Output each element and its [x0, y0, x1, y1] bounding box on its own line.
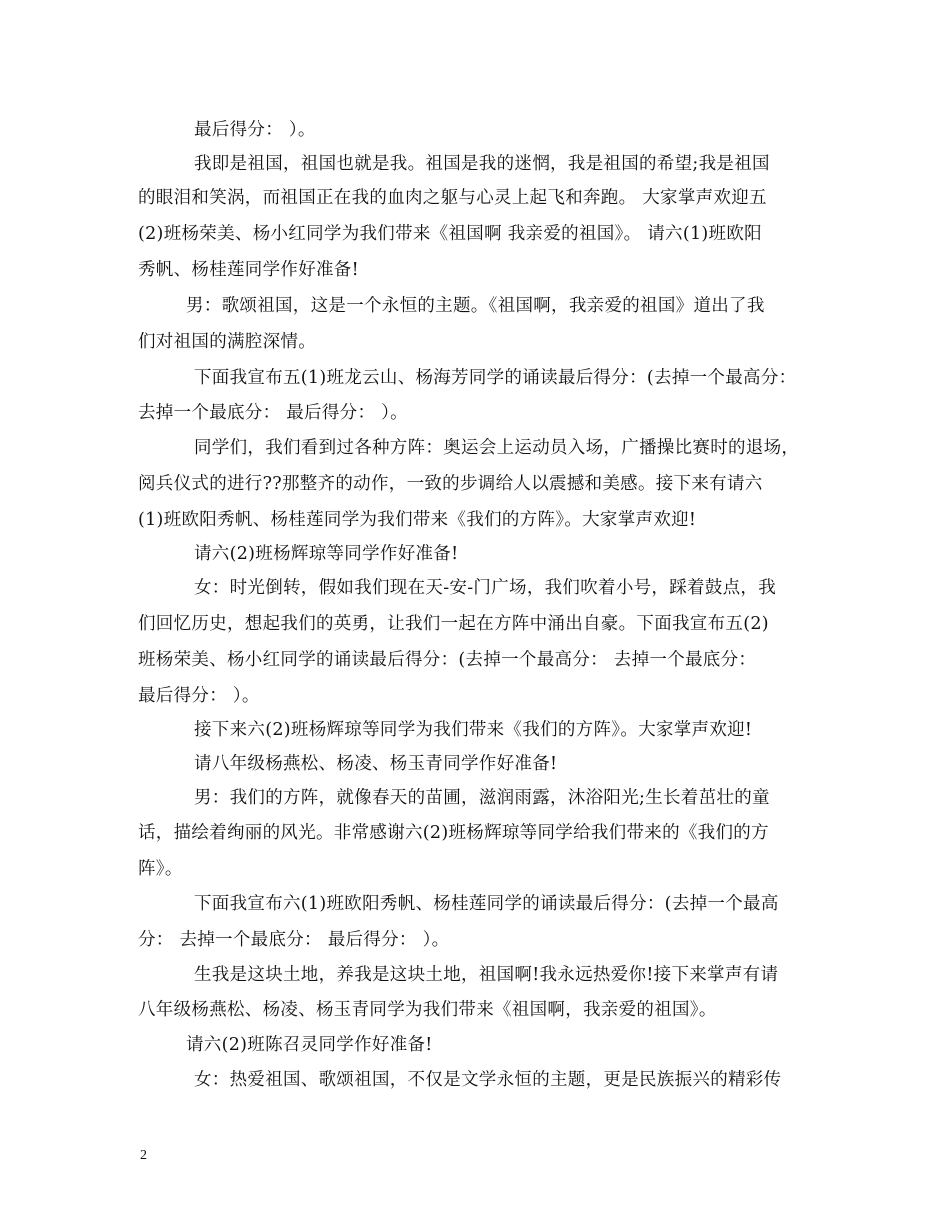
text-line: (1)班欧阳秀帆、杨桂莲同学为我们带来《我们的方阵》。大家掌声欢迎!	[138, 510, 697, 530]
text-line: 最后得分： ）。	[138, 686, 260, 706]
text-line: 请六(2)班杨辉琼等同学作好准备!	[194, 544, 459, 564]
text-line: 男：我们的方阵，就像春天的苗圃，滋润雨露，沐浴阳光;生长着茁壮的童	[194, 788, 770, 808]
text-line: 下面我宣布六(1)班欧阳秀帆、杨桂莲同学的诵读最后得分：(去掉一个最高	[194, 894, 779, 914]
text-line: 接下来六(2)班杨辉琼等同学为我们带来《我们的方阵》。大家掌声欢迎!	[194, 720, 753, 740]
text-line: 的眼泪和笑涡，而祖国正在我的血肉之躯与心灵上起飞和奔跑。 大家掌声欢迎五	[138, 188, 767, 208]
text-line: 们回忆历史，想起我们的英勇，让我们一起在方阵中涌出自豪。下面我宣布五(2)	[138, 614, 769, 634]
text-line: 同学们，我们看到过各种方阵：奥运会上运动员入场，广播操比赛时的退场，	[194, 438, 800, 458]
text-line: 秀帆、杨桂莲同学作好准备!	[138, 260, 359, 280]
text-line: 女：时光倒转，假如我们现在天-安-门广场，我们吹着小号，踩着鼓点，我	[194, 578, 777, 598]
text-line: 分： 去掉一个最底分： 最后得分： ）。	[138, 930, 450, 950]
text-line: 男：歌颂祖国，这是一个永恒的主题。《祖国啊，我亲爱的祖国》道出了我	[186, 296, 765, 316]
text-line: 阵》。	[138, 859, 183, 879]
text-line: 去掉一个最底分： 最后得分： ）。	[138, 403, 408, 423]
text-line: 话，描绘着绚丽的风光。非常感谢六(2)班杨辉琼等同学给我们带来的《我们的方	[138, 823, 769, 843]
text-line: 下面我宣布五(1)班龙云山、杨海芳同学的诵读最后得分：(去掉一个最高分：	[194, 368, 797, 388]
text-line: 八年级杨燕松、杨凌、杨玉青同学为我们带来《祖国啊，我亲爱的祖国》。	[138, 1000, 717, 1020]
text-line: 我即是祖国，祖国也就是我。祖国是我的迷惘，我是祖国的希望;我是祖国	[194, 154, 770, 174]
page-number: 2	[140, 1148, 147, 1163]
text-line: 女：热爱祖国、歌颂祖国，不仅是文学永恒的主题，更是民族振兴的精彩传	[194, 1070, 782, 1090]
text-line: 请六(2)班陈召灵同学作好准备!	[186, 1035, 433, 1055]
text-line: 生我是这块土地，养我是这块土地，祖国啊!我永远热爱你!接下来掌声有请	[194, 965, 779, 985]
text-line: 最后得分： ）。	[194, 120, 316, 140]
text-line: 班杨荣美、杨小红同学的诵读最后得分：(去掉一个最高分： 去掉一个最底分：	[138, 650, 757, 670]
text-line: 们对祖国的满腔深情。	[138, 332, 316, 352]
text-line: 请八年级杨燕松、杨凌、杨玉青同学作好准备!	[194, 754, 558, 774]
text-line: 阅兵仪式的进行??那整齐的动作，一致的步调给人以震撼和美感。接下来有请六	[138, 474, 763, 494]
text-line: (2)班杨荣美、杨小红同学为我们带来《祖国啊 我亲爱的祖国》。 请六(1)班欧阳	[138, 224, 762, 244]
